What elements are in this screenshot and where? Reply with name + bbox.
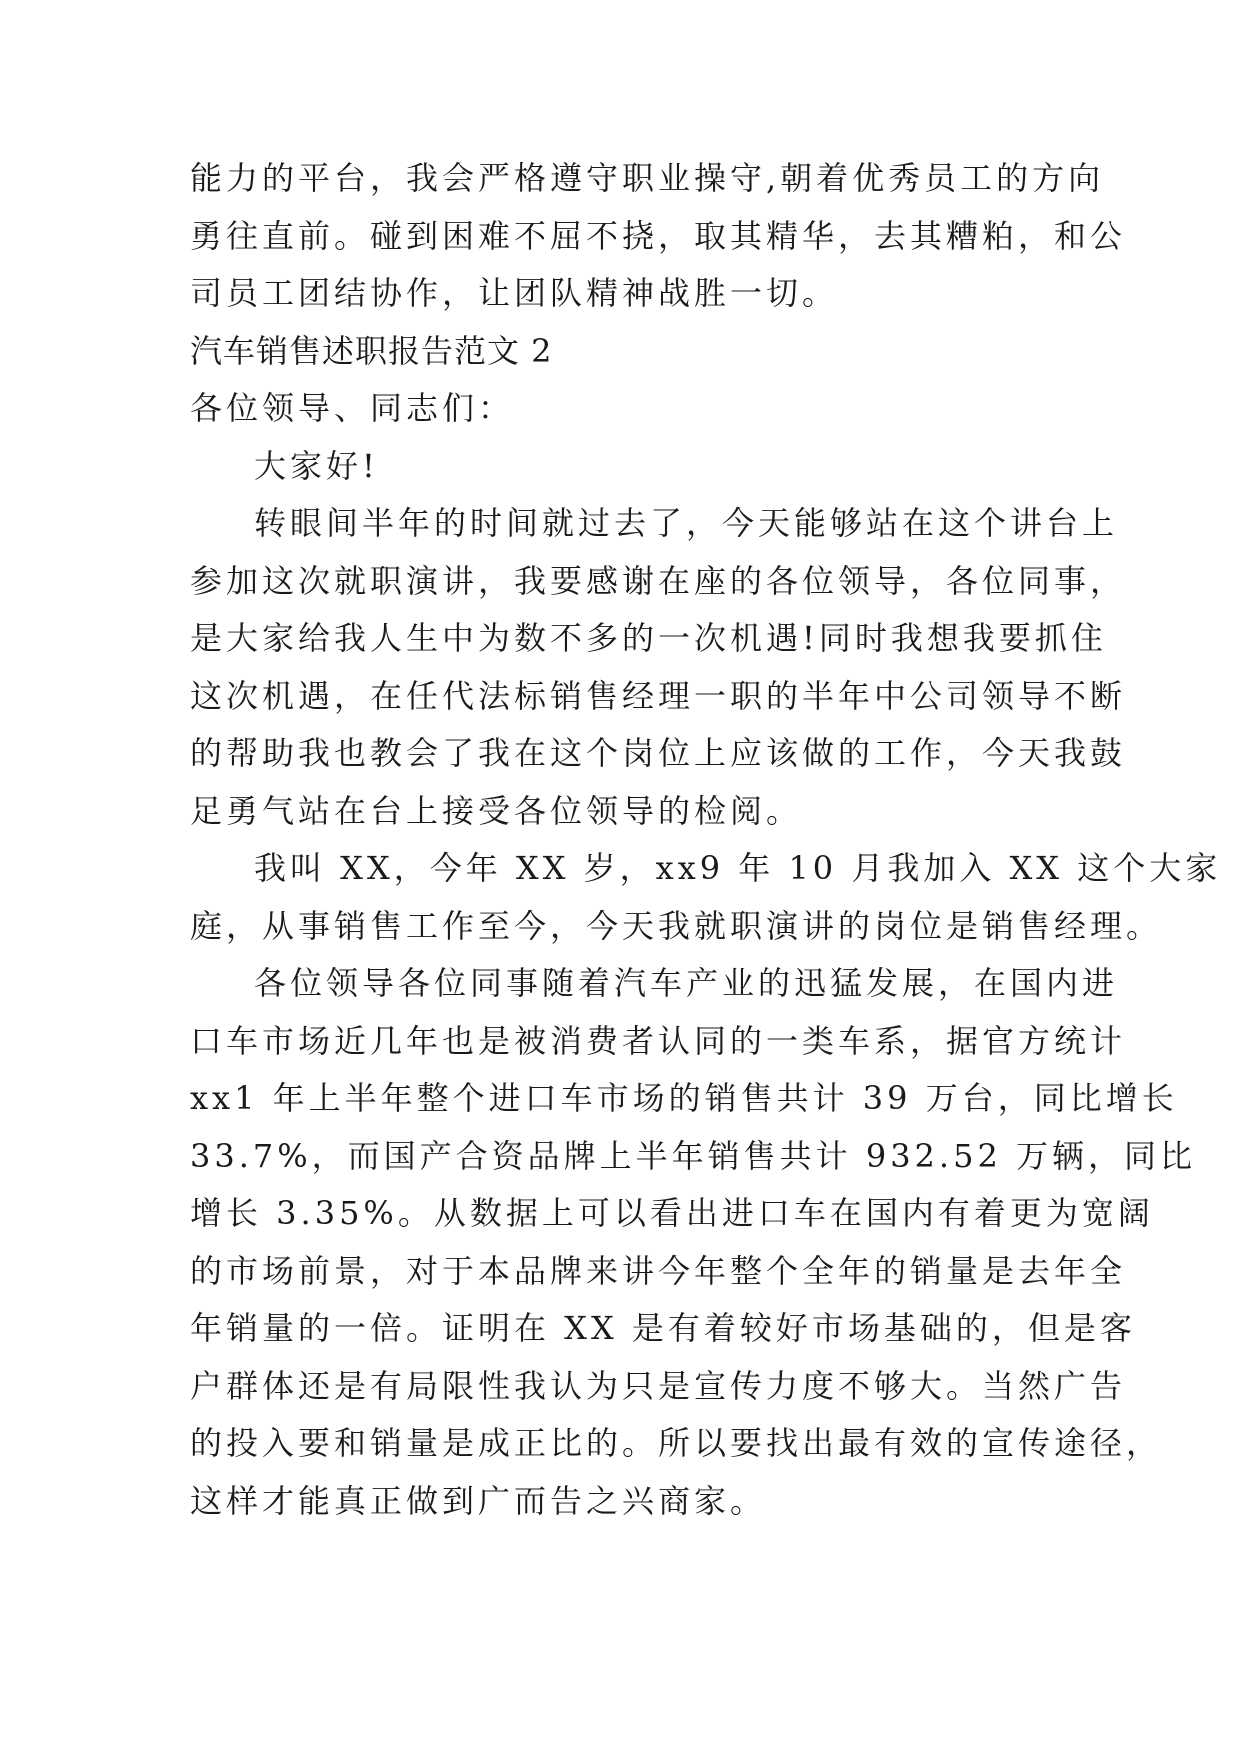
paragraph-line: 能力的平台，我会严格遵守职业操守,朝着优秀员工的方向 xyxy=(190,159,1105,197)
paragraph-line: 口车市场近几年也是被消费者认同的一类车系，据官方统计 xyxy=(190,1021,1127,1060)
document-page xyxy=(190,150,1222,1530)
paragraph-line: 户群体还是有局限性我认为只是宣传力度不够大。当然广告 xyxy=(190,1366,1127,1405)
paragraph-line: 这样才能真正做到广而告之兴商家。 xyxy=(190,1481,767,1520)
greeting: 大家好! xyxy=(254,446,379,485)
paragraph-line: 我叫 XX，今年 XX 岁，xx9 年 10 月我加入 XX 这个大家 xyxy=(254,849,1222,887)
paragraph-line: 勇往直前。碰到困难不屈不挠，取其精华，去其糟粕，和公 xyxy=(190,216,1127,255)
paragraph-line: 转眼间半年的时间就过去了，今天能够站在这个讲台上 xyxy=(254,504,1119,542)
paragraph-line: 的投入要和销量是成正比的。所以要找出最有效的宣传途径， xyxy=(190,1424,1163,1462)
paragraph-line: 庭，从事销售工作至今，今天我就职演讲的岗位是销售经理。 xyxy=(190,906,1163,945)
paragraph-line: 增长 3.35%。从数据上可以看出进口车在国内有着更为宽阔 xyxy=(190,1194,1154,1232)
paragraph-line: 33.7%，而国产合资品牌上半年销售共计 932.52 万辆，同比 xyxy=(190,1136,1196,1175)
paragraph-line: 各位领导各位同事随着汽车产业的迅猛发展，在国内进 xyxy=(254,964,1119,1002)
paragraph-line: 司员工团结协作，让团队精神战胜一切。 xyxy=(190,274,839,312)
paragraph-line: 这次机遇，在任代法标销售经理一职的半年中公司领导不断 xyxy=(190,676,1127,715)
paragraph-line: 的市场前景，对于本品牌来讲今年整个全年的销量是去年全 xyxy=(190,1251,1127,1290)
section-title: 汽车销售述职报告范文 2 xyxy=(190,331,553,370)
paragraph-line: 年销量的一倍。证明在 XX 是有着较好市场基础的，但是客 xyxy=(190,1309,1136,1347)
paragraph-line: xx1 年上半年整个进口车市场的销售共计 39 万台，同比增长 xyxy=(190,1079,1178,1117)
salutation: 各位领导、同志们： xyxy=(190,389,515,427)
paragraph-line: 的帮助我也教会了我在这个岗位上应该做的工作，今天我鼓 xyxy=(190,734,1127,772)
paragraph-line: 参加这次就职演讲，我要感谢在座的各位领导，各位同事， xyxy=(190,561,1127,600)
paragraph-line: 足勇气站在台上接受各位领导的检阅。 xyxy=(190,791,803,830)
paragraph-line: 是大家给我人生中为数不多的一次机遇!同时我想我要抓住 xyxy=(190,619,1107,657)
